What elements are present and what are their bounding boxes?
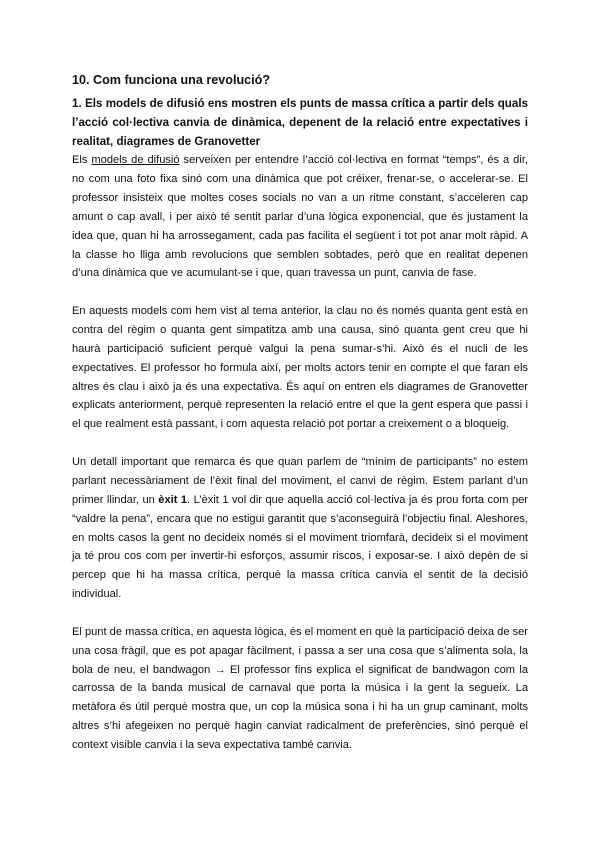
paragraph-2: En aquests models com hem vist al tema anterior, la clau no és només quanta gent està en contra del règim o quanta gent simpatitza amb una causa, sinó quanta gent creu que hi haurà participació suficient perquè valgui la pena sumar-s’hi. Això és el nucli de les expectatives. El professor ho formula així, per molts actors tenir en compte el que faran els altres és clau i això ja és una expectativa. És aquí on entren els diagrames de Granovetter explicats anteriorment, perquè representen la relació entre el que la gent espera que passi i el que realment està passant, i com aquesta relació pot portar a creixement o a bloqueig. (72, 304, 528, 431)
link-models-de-difusio[interactable]: models de difusió (91, 154, 180, 166)
paragraph-3 (72, 453, 528, 604)
paragraph-1-rest: serveixen per entendre l’acció col·lectiva en format “temps”, és a dir, no com una foto fixa sinó com una dinàmica que pot créixer, frenar-se, o accelerar-se. El professor insisteix que moltes coses socials no van a un ritme constant, s’acceleren cap amunt o cap avall, i per això té sentit parlar d’una lògica exponencial, que és justament la idea que, quan hi ha arrossegament, cada pas facilita el següent i tot pot anar molt ràpid. A la classe ho lliga amb revolucions que semblen sobtades, però que en realitat depenen d’una dinàmica que ve acumulant-se i que, quan travessa un punt, canvia de fase. (72, 154, 528, 280)
bold-exit-1: èxit 1 (158, 493, 188, 506)
paragraph-4: El punt de massa crítica, en aquesta lògica, és el moment en què la participació deixa de ser una cosa fràgil, que es pot apagar fàcilment, i passa a ser una cosa que s’alimenta sola, la bola de neu, el bandwagon → El professor fins explica el significat de bandwagon com la carrossa de la banda musical de carnaval que porta la música i la gent la segueix. La metàfora és útil perquè mostra que, un cop la música sona i hi ha un grup caminant, molts altres s’hi afegeixen no perquè hagin canviat radicalment de preferències, sinó perquè el context visible canvia i la seva expectativa també canvia. (72, 625, 528, 752)
paragraph-3-rest: . L’èxit 1 vol dir que aquella acció col·lectiva ja és prou forta com per “valdre la pena”, encara que no estigui garantit que s’aconseguirà l’objectiu final. Aleshores, en molts casos la gent no decideix només si el moviment triomfarà, decideix si el moviment ja té prou cos com per invertir-hi esforços, assumir riscos, i exposar-se. I això depèn de si percep que hi ha massa crítica, perquè la massa crítica canvia el sentit de la decisió individual. (72, 493, 529, 601)
paragraph-1 (72, 151, 528, 283)
paragraph-3-start: Un detall important que remarca és que quan parlem de “mínim de participants” no estem parlant necessàriament de l’èxit final del moviment, el canvi de règim. Estem parlant d’un primer llindar, un (72, 455, 528, 506)
subsection-title: 1. Els models de difusió ens mostren els punts de massa crítica a partir dels quals l’acció col·lectiva canvia de dinàmica, depenent de la relació entre expectatives i realitat, diagrames de Granovetter (72, 97, 528, 148)
paragraph-1-start: Els (72, 154, 92, 166)
section-title: 10. Com funciona una revolució? (72, 73, 271, 87)
